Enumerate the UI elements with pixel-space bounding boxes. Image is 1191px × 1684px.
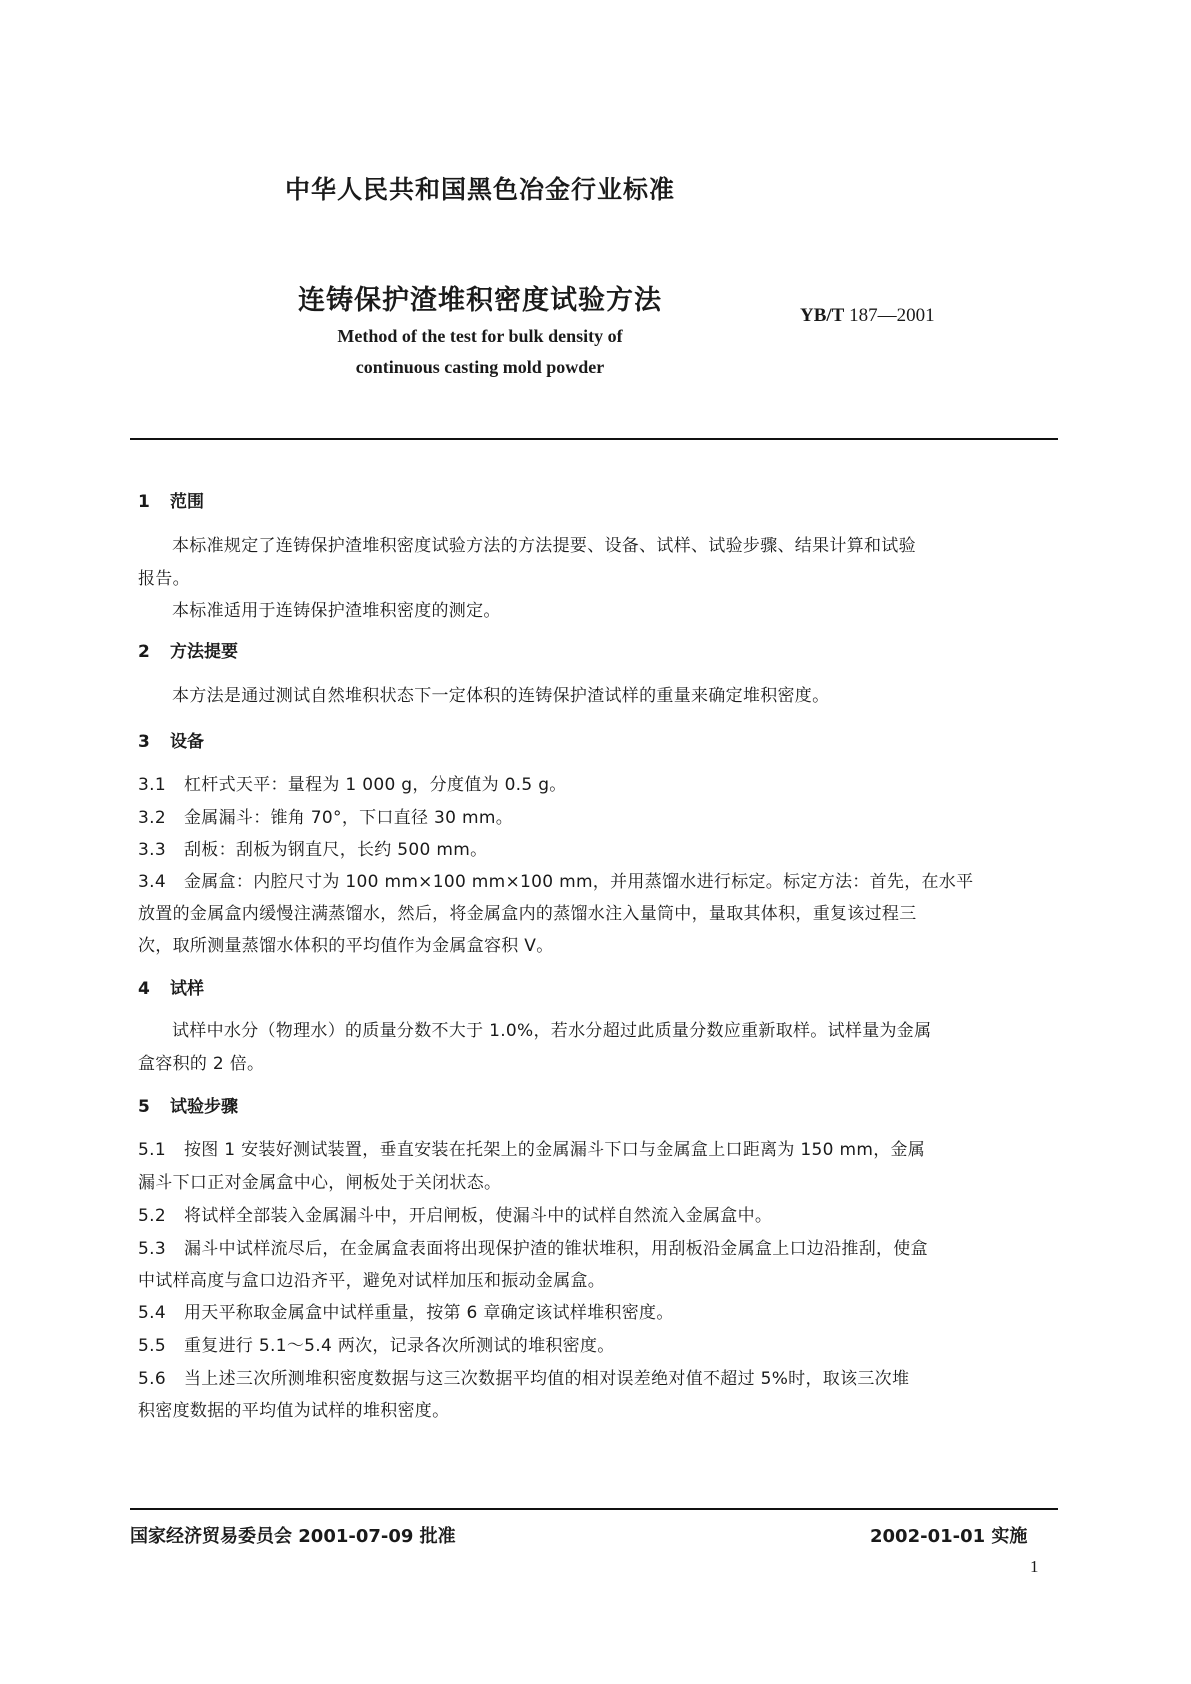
clause-number: 3.3 <box>138 840 166 860</box>
paragraph: 报告。 <box>138 569 190 589</box>
clause <box>138 867 973 892</box>
section-title: 设备 <box>170 732 204 752</box>
effective-date: 2002-01-01 实施 <box>870 1526 1028 1547</box>
section-number: 4 <box>138 979 150 999</box>
clause-number: 5.3 <box>138 1239 166 1259</box>
section-number: 2 <box>138 642 150 662</box>
clause <box>138 1201 772 1226</box>
clause <box>138 1364 909 1389</box>
header-divider <box>130 438 1058 440</box>
section-heading <box>138 974 204 999</box>
clause-text: 金属盒：内腔尺寸为 100 mm×100 mm×100 mm，并用蒸馏水进行标定。标定方法：首先，在水平 <box>184 872 974 892</box>
section-heading <box>138 487 204 512</box>
clause-text: 按图 1 安装好测试装置，垂直安装在托架上的金属漏斗下口与金属盒上口距离为 150 mm，金属 <box>184 1140 926 1160</box>
paragraph: 盒容积的 2 倍。 <box>138 1054 265 1074</box>
clause-number: 5.2 <box>138 1206 166 1226</box>
section-heading <box>138 637 238 662</box>
clause-number: 3.1 <box>138 775 166 795</box>
clause-number: 5.5 <box>138 1336 166 1356</box>
paragraph: 试样中水分（物理水）的质量分数不大于 1.0%，若水分超过此质量分数应重新取样。试样量为金属 <box>172 1021 932 1041</box>
paragraph: 次，取所测量蒸馏水体积的平均值作为金属盒容积 V。 <box>138 936 554 956</box>
page-number: 1 <box>1030 1557 1039 1576</box>
standard-number <box>800 305 935 327</box>
paragraph: 本标准适用于连铸保护渣堆积密度的测定。 <box>172 601 501 621</box>
paragraph: 本标准规定了连铸保护渣堆积密度试验方法的方法提要、设备、试样、试验步骤、结果计算和试验 <box>172 536 916 556</box>
clause-text: 刮板：刮板为钢直尺，长约 500 mm。 <box>184 840 488 860</box>
standard-code: YB/T <box>800 305 845 326</box>
clause-text: 漏斗中试样流尽后，在金属盒表面将出现保护渣的锥状堆积，用刮板沿金属盒上口边沿推刮，使盒 <box>184 1239 928 1259</box>
clause <box>138 1331 615 1356</box>
clause <box>138 1135 925 1160</box>
clause-text: 重复进行 5.1～5.4 两次，记录各次所测试的堆积密度。 <box>184 1336 615 1356</box>
clause-number: 3.2 <box>138 808 166 828</box>
section-heading <box>138 727 204 752</box>
clause-text: 金属漏斗：锥角 70°，下口直径 30 mm。 <box>184 808 513 828</box>
clause <box>138 1234 928 1259</box>
footer-divider <box>130 1508 1058 1510</box>
clause-text: 当上述三次所测堆积密度数据与这三次数据平均值的相对误差绝对值不超过 5%时，取该三次堆 <box>184 1369 910 1389</box>
clause <box>138 770 567 795</box>
section-title: 试验步骤 <box>170 1097 238 1117</box>
clause-text: 用天平称取金属盒中试样重量，按第 6 章确定该试样堆积密度。 <box>184 1303 674 1323</box>
standard-number-value: 187—2001 <box>849 305 935 326</box>
standard-type-heading: 中华人民共和国黑色冶金行业标准 <box>284 175 675 204</box>
approval-date: 国家经济贸易委员会 2001-07-09 批准 <box>130 1526 456 1547</box>
english-title-line-1: Method of the test for bulk density of <box>337 326 623 346</box>
section-title: 试样 <box>170 979 204 999</box>
clause-number: 5.4 <box>138 1303 166 1323</box>
paragraph: 中试样高度与盒口边沿齐平，避免对试样加压和振动金属盒。 <box>138 1271 606 1291</box>
clause-text: 将试样全部装入金属漏斗中，开启闸板，使漏斗中的试样自然流入金属盒中。 <box>184 1206 773 1226</box>
clause-number: 5.6 <box>138 1369 166 1389</box>
page-title: 连铸保护渣堆积密度试验方法 <box>298 285 662 316</box>
section-number: 1 <box>138 492 150 512</box>
clause-text: 杠杆式天平：量程为 1 000 g，分度值为 0.5 g。 <box>184 775 567 795</box>
section-number: 3 <box>138 732 150 752</box>
clause-number: 3.4 <box>138 872 166 892</box>
section-title: 范围 <box>170 492 204 512</box>
paragraph: 漏斗下口正对金属盒中心，闸板处于关闭状态。 <box>138 1173 502 1193</box>
section-heading <box>138 1092 238 1117</box>
english-title-line-2: continuous casting mold powder <box>355 357 605 377</box>
clause-number: 5.1 <box>138 1140 166 1160</box>
clause <box>138 1298 674 1323</box>
section-title: 方法提要 <box>170 642 238 662</box>
paragraph: 积密度数据的平均值为试样的堆积密度。 <box>138 1401 450 1421</box>
paragraph: 本方法是通过测试自然堆积状态下一定体积的连铸保护渣试样的重量来确定堆积密度。 <box>172 686 830 706</box>
paragraph: 放置的金属盒内缓慢注满蒸馏水，然后，将金属盒内的蒸馏水注入量筒中，量取其体积，重复该过程三 <box>138 904 917 924</box>
section-number: 5 <box>138 1097 150 1117</box>
clause <box>138 835 487 860</box>
clause <box>138 803 513 828</box>
